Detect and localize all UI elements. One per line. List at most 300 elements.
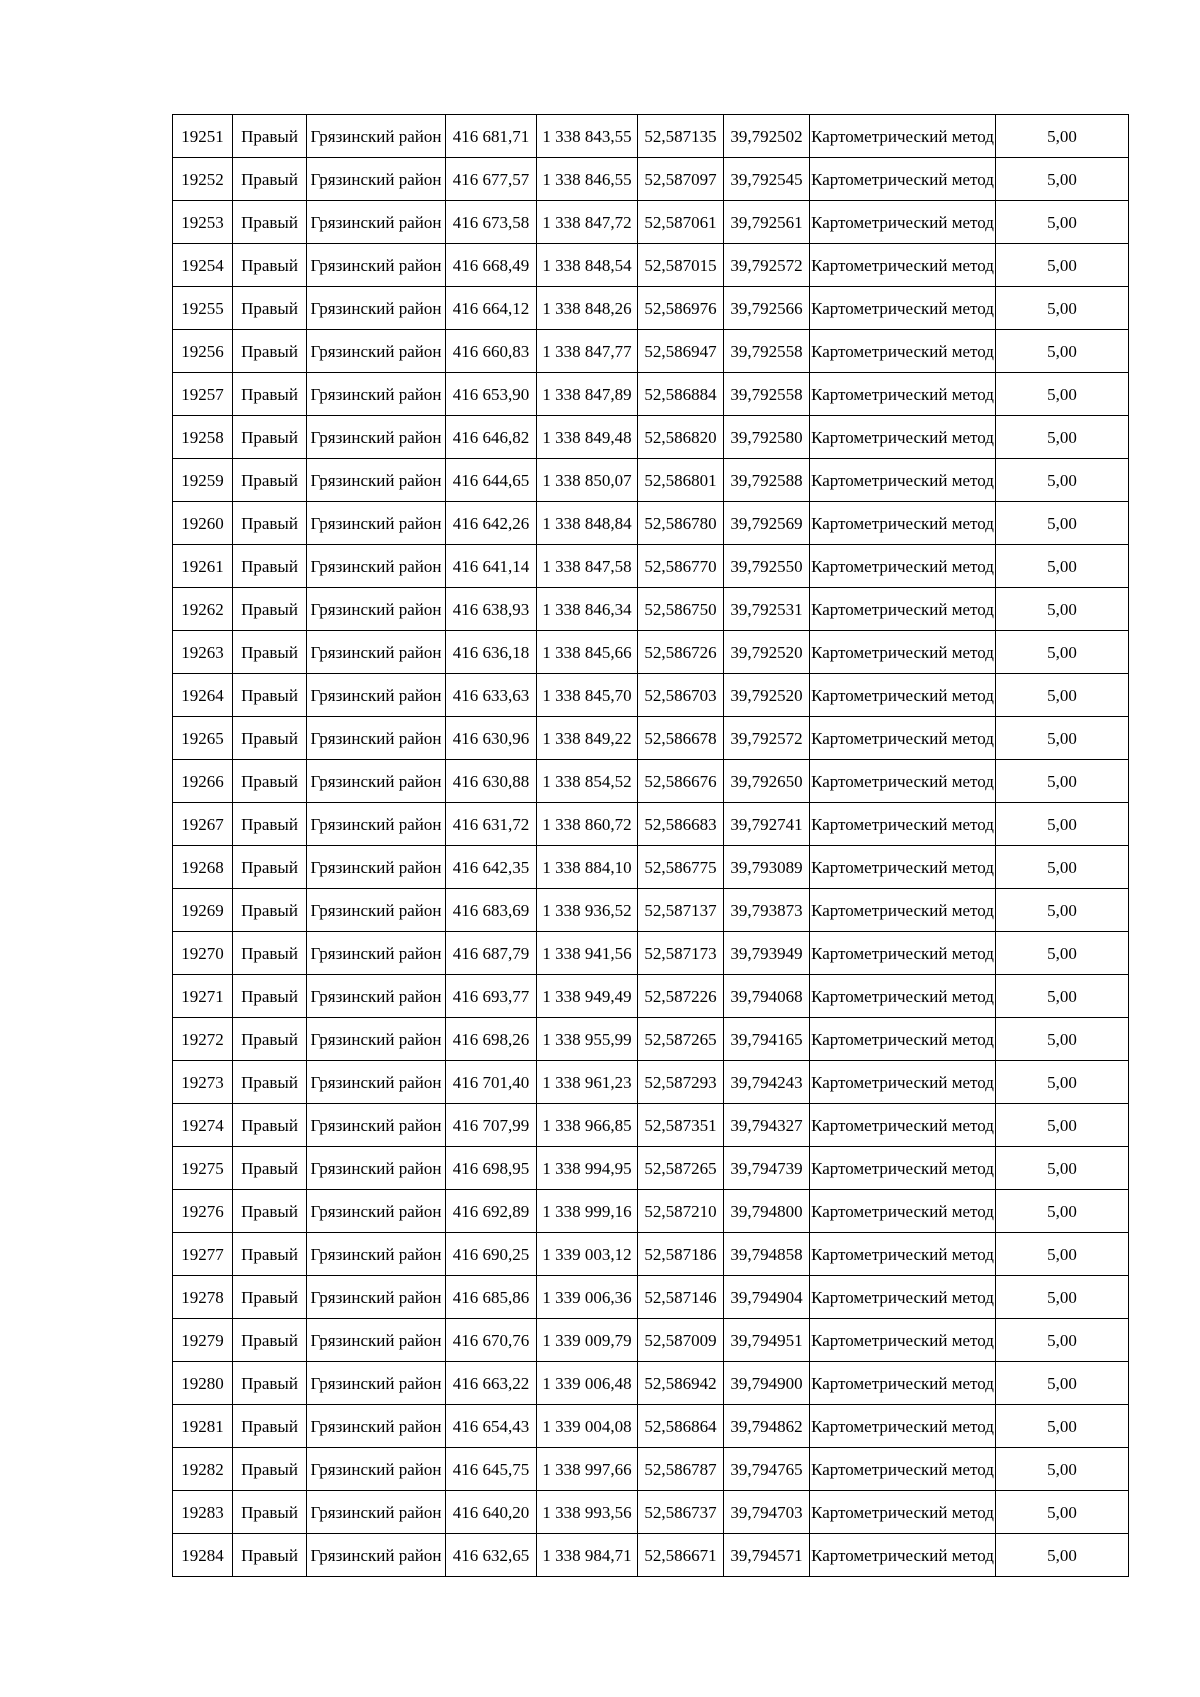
accuracy-cell: 5,00 [996,1319,1129,1362]
accuracy-cell: 5,00 [996,1190,1129,1233]
table-row [173,588,1129,631]
y-coordinate-cell: 1 338 843,55 [537,115,638,158]
district-cell: Грязинский район [307,1405,446,1448]
latitude-cell: 52,587293 [638,1061,724,1104]
bank-side-cell: Правый [233,717,307,760]
latitude-cell: 52,586976 [638,287,724,330]
latitude-cell: 52,586726 [638,631,724,674]
accuracy-cell: 5,00 [996,201,1129,244]
longitude-cell: 39,794165 [724,1018,810,1061]
latitude-cell: 52,586678 [638,717,724,760]
point-number-cell: 19270 [173,932,233,975]
bank-side-cell: Правый [233,416,307,459]
bank-side-cell: Правый [233,287,307,330]
longitude-cell: 39,794739 [724,1147,810,1190]
latitude-cell: 52,587137 [638,889,724,932]
table-row [173,760,1129,803]
x-coordinate-cell: 416 698,26 [446,1018,537,1061]
x-coordinate-cell: 416 642,26 [446,502,537,545]
method-cell: Картометрический метод [810,1061,996,1104]
district-cell: Грязинский район [307,201,446,244]
longitude-cell: 39,794951 [724,1319,810,1362]
point-number-cell: 19272 [173,1018,233,1061]
bank-side-cell: Правый [233,674,307,717]
x-coordinate-cell: 416 633,63 [446,674,537,717]
accuracy-cell: 5,00 [996,115,1129,158]
point-number-cell: 19251 [173,115,233,158]
longitude-cell: 39,792741 [724,803,810,846]
method-cell: Картометрический метод [810,373,996,416]
x-coordinate-cell: 416 693,77 [446,975,537,1018]
longitude-cell: 39,793873 [724,889,810,932]
table-row [173,717,1129,760]
table-row [173,803,1129,846]
y-coordinate-cell: 1 339 006,36 [537,1276,638,1319]
point-number-cell: 19263 [173,631,233,674]
bank-side-cell: Правый [233,158,307,201]
accuracy-cell: 5,00 [996,932,1129,975]
method-cell: Картометрический метод [810,1233,996,1276]
latitude-cell: 52,586671 [638,1534,724,1577]
table-row [173,1276,1129,1319]
x-coordinate-cell: 416 670,76 [446,1319,537,1362]
point-number-cell: 19255 [173,287,233,330]
point-number-cell: 19253 [173,201,233,244]
table-row [173,1104,1129,1147]
accuracy-cell: 5,00 [996,416,1129,459]
district-cell: Грязинский район [307,502,446,545]
bank-side-cell: Правый [233,1018,307,1061]
latitude-cell: 52,587265 [638,1147,724,1190]
accuracy-cell: 5,00 [996,889,1129,932]
x-coordinate-cell: 416 636,18 [446,631,537,674]
district-cell: Грязинский район [307,373,446,416]
method-cell: Картометрический метод [810,588,996,631]
longitude-cell: 39,794858 [724,1233,810,1276]
x-coordinate-cell: 416 632,65 [446,1534,537,1577]
table-row [173,1190,1129,1233]
x-coordinate-cell: 416 692,89 [446,1190,537,1233]
table-row [173,330,1129,373]
bank-side-cell: Правый [233,244,307,287]
method-cell: Картометрический метод [810,889,996,932]
latitude-cell: 52,587146 [638,1276,724,1319]
accuracy-cell: 5,00 [996,760,1129,803]
point-number-cell: 19273 [173,1061,233,1104]
latitude-cell: 52,586676 [638,760,724,803]
accuracy-cell: 5,00 [996,158,1129,201]
latitude-cell: 52,587210 [638,1190,724,1233]
bank-side-cell: Правый [233,1491,307,1534]
point-number-cell: 19260 [173,502,233,545]
table-row [173,1018,1129,1061]
y-coordinate-cell: 1 338 848,54 [537,244,638,287]
table-row [173,1534,1129,1577]
x-coordinate-cell: 416 630,96 [446,717,537,760]
x-coordinate-cell: 416 673,58 [446,201,537,244]
point-number-cell: 19266 [173,760,233,803]
point-number-cell: 19282 [173,1448,233,1491]
x-coordinate-cell: 416 646,82 [446,416,537,459]
method-cell: Картометрический метод [810,1276,996,1319]
table-row [173,674,1129,717]
accuracy-cell: 5,00 [996,717,1129,760]
method-cell: Картометрический метод [810,760,996,803]
latitude-cell: 52,586864 [638,1405,724,1448]
y-coordinate-cell: 1 338 860,72 [537,803,638,846]
method-cell: Картометрический метод [810,502,996,545]
y-coordinate-cell: 1 338 847,58 [537,545,638,588]
longitude-cell: 39,793949 [724,932,810,975]
bank-side-cell: Правый [233,846,307,889]
district-cell: Грязинский район [307,416,446,459]
table-row [173,975,1129,1018]
longitude-cell: 39,792561 [724,201,810,244]
bank-side-cell: Правый [233,1405,307,1448]
longitude-cell: 39,792502 [724,115,810,158]
latitude-cell: 52,586683 [638,803,724,846]
point-number-cell: 19276 [173,1190,233,1233]
table-row [173,459,1129,502]
point-number-cell: 19280 [173,1362,233,1405]
district-cell: Грязинский район [307,1147,446,1190]
x-coordinate-cell: 416 690,25 [446,1233,537,1276]
method-cell: Картометрический метод [810,459,996,502]
district-cell: Грязинский район [307,1362,446,1405]
x-coordinate-cell: 416 668,49 [446,244,537,287]
latitude-cell: 52,586770 [638,545,724,588]
district-cell: Грязинский район [307,1491,446,1534]
x-coordinate-cell: 416 642,35 [446,846,537,889]
district-cell: Грязинский район [307,330,446,373]
bank-side-cell: Правый [233,1147,307,1190]
table-row [173,502,1129,545]
table-row [173,244,1129,287]
district-cell: Грязинский район [307,158,446,201]
x-coordinate-cell: 416 644,65 [446,459,537,502]
point-number-cell: 19257 [173,373,233,416]
longitude-cell: 39,794900 [724,1362,810,1405]
longitude-cell: 39,792650 [724,760,810,803]
method-cell: Картометрический метод [810,1190,996,1233]
accuracy-cell: 5,00 [996,373,1129,416]
bank-side-cell: Правый [233,631,307,674]
accuracy-cell: 5,00 [996,502,1129,545]
district-cell: Грязинский район [307,588,446,631]
district-cell: Грязинский район [307,1319,446,1362]
table-row [173,631,1129,674]
point-number-cell: 19258 [173,416,233,459]
latitude-cell: 52,586780 [638,502,724,545]
district-cell: Грязинский район [307,1448,446,1491]
x-coordinate-cell: 416 683,69 [446,889,537,932]
method-cell: Картометрический метод [810,717,996,760]
bank-side-cell: Правый [233,1534,307,1577]
x-coordinate-cell: 416 681,71 [446,115,537,158]
x-coordinate-cell: 416 701,40 [446,1061,537,1104]
method-cell: Картометрический метод [810,803,996,846]
table-row [173,846,1129,889]
y-coordinate-cell: 1 339 003,12 [537,1233,638,1276]
x-coordinate-cell: 416 685,86 [446,1276,537,1319]
y-coordinate-cell: 1 338 984,71 [537,1534,638,1577]
latitude-cell: 52,586947 [638,330,724,373]
accuracy-cell: 5,00 [996,1405,1129,1448]
accuracy-cell: 5,00 [996,545,1129,588]
bank-side-cell: Правый [233,373,307,416]
latitude-cell: 52,587186 [638,1233,724,1276]
bank-side-cell: Правый [233,1233,307,1276]
accuracy-cell: 5,00 [996,1534,1129,1577]
table-row [173,1491,1129,1534]
district-cell: Грязинский район [307,846,446,889]
method-cell: Картометрический метод [810,1362,996,1405]
x-coordinate-cell: 416 645,75 [446,1448,537,1491]
point-number-cell: 19278 [173,1276,233,1319]
accuracy-cell: 5,00 [996,674,1129,717]
y-coordinate-cell: 1 338 849,22 [537,717,638,760]
district-cell: Грязинский район [307,115,446,158]
district-cell: Грязинский район [307,1233,446,1276]
bank-side-cell: Правый [233,1448,307,1491]
point-number-cell: 19274 [173,1104,233,1147]
x-coordinate-cell: 416 698,95 [446,1147,537,1190]
longitude-cell: 39,793089 [724,846,810,889]
method-cell: Картометрический метод [810,674,996,717]
method-cell: Картометрический метод [810,287,996,330]
point-number-cell: 19267 [173,803,233,846]
method-cell: Картометрический метод [810,158,996,201]
longitude-cell: 39,794904 [724,1276,810,1319]
latitude-cell: 52,587009 [638,1319,724,1362]
district-cell: Грязинский район [307,1104,446,1147]
method-cell: Картометрический метод [810,1534,996,1577]
x-coordinate-cell: 416 660,83 [446,330,537,373]
x-coordinate-cell: 416 630,88 [446,760,537,803]
longitude-cell: 39,792569 [724,502,810,545]
point-number-cell: 19262 [173,588,233,631]
longitude-cell: 39,792572 [724,244,810,287]
bank-side-cell: Правый [233,1319,307,1362]
x-coordinate-cell: 416 677,57 [446,158,537,201]
district-cell: Грязинский район [307,1018,446,1061]
latitude-cell: 52,587015 [638,244,724,287]
bank-side-cell: Правый [233,932,307,975]
x-coordinate-cell: 416 640,20 [446,1491,537,1534]
accuracy-cell: 5,00 [996,588,1129,631]
latitude-cell: 52,586775 [638,846,724,889]
bank-side-cell: Правый [233,545,307,588]
latitude-cell: 52,586820 [638,416,724,459]
accuracy-cell: 5,00 [996,631,1129,674]
district-cell: Грязинский район [307,717,446,760]
table-row [173,373,1129,416]
bank-side-cell: Правый [233,1190,307,1233]
y-coordinate-cell: 1 338 936,52 [537,889,638,932]
district-cell: Грязинский район [307,674,446,717]
district-cell: Грязинский район [307,1534,446,1577]
accuracy-cell: 5,00 [996,459,1129,502]
table-row [173,158,1129,201]
method-cell: Картометрический метод [810,631,996,674]
method-cell: Картометрический метод [810,115,996,158]
latitude-cell: 52,586737 [638,1491,724,1534]
accuracy-cell: 5,00 [996,1104,1129,1147]
table-row [173,1233,1129,1276]
longitude-cell: 39,792558 [724,373,810,416]
point-number-cell: 19271 [173,975,233,1018]
district-cell: Грязинский район [307,932,446,975]
method-cell: Картометрический метод [810,846,996,889]
latitude-cell: 52,586703 [638,674,724,717]
y-coordinate-cell: 1 338 846,34 [537,588,638,631]
y-coordinate-cell: 1 338 845,66 [537,631,638,674]
table-row [173,1147,1129,1190]
y-coordinate-cell: 1 338 846,55 [537,158,638,201]
y-coordinate-cell: 1 338 993,56 [537,1491,638,1534]
accuracy-cell: 5,00 [996,287,1129,330]
latitude-cell: 52,587097 [638,158,724,201]
table-row [173,287,1129,330]
y-coordinate-cell: 1 338 961,23 [537,1061,638,1104]
district-cell: Грязинский район [307,287,446,330]
y-coordinate-cell: 1 338 941,56 [537,932,638,975]
method-cell: Картометрический метод [810,1104,996,1147]
point-number-cell: 19281 [173,1405,233,1448]
method-cell: Картометрический метод [810,244,996,287]
y-coordinate-cell: 1 338 884,10 [537,846,638,889]
y-coordinate-cell: 1 338 850,07 [537,459,638,502]
table-row [173,115,1129,158]
longitude-cell: 39,792558 [724,330,810,373]
longitude-cell: 39,792588 [724,459,810,502]
latitude-cell: 52,586787 [638,1448,724,1491]
bank-side-cell: Правый [233,1362,307,1405]
latitude-cell: 52,586942 [638,1362,724,1405]
y-coordinate-cell: 1 338 997,66 [537,1448,638,1491]
y-coordinate-cell: 1 338 955,99 [537,1018,638,1061]
bank-side-cell: Правый [233,1276,307,1319]
longitude-cell: 39,794571 [724,1534,810,1577]
accuracy-cell: 5,00 [996,1276,1129,1319]
latitude-cell: 52,587226 [638,975,724,1018]
latitude-cell: 52,587351 [638,1104,724,1147]
district-cell: Грязинский район [307,760,446,803]
point-number-cell: 19268 [173,846,233,889]
table-row [173,889,1129,932]
bank-side-cell: Правый [233,115,307,158]
bank-side-cell: Правый [233,588,307,631]
point-number-cell: 19264 [173,674,233,717]
x-coordinate-cell: 416 687,79 [446,932,537,975]
bank-side-cell: Правый [233,1061,307,1104]
table-body [173,115,1129,1577]
y-coordinate-cell: 1 338 848,26 [537,287,638,330]
method-cell: Картометрический метод [810,330,996,373]
table-row [173,1319,1129,1362]
longitude-cell: 39,792531 [724,588,810,631]
longitude-cell: 39,792566 [724,287,810,330]
y-coordinate-cell: 1 339 006,48 [537,1362,638,1405]
method-cell: Картометрический метод [810,1147,996,1190]
accuracy-cell: 5,00 [996,1491,1129,1534]
latitude-cell: 52,586884 [638,373,724,416]
district-cell: Грязинский район [307,459,446,502]
bank-side-cell: Правый [233,1104,307,1147]
x-coordinate-cell: 416 654,43 [446,1405,537,1448]
point-number-cell: 19256 [173,330,233,373]
x-coordinate-cell: 416 653,90 [446,373,537,416]
x-coordinate-cell: 416 664,12 [446,287,537,330]
point-number-cell: 19269 [173,889,233,932]
point-number-cell: 19277 [173,1233,233,1276]
table-row [173,1061,1129,1104]
district-cell: Грязинский район [307,545,446,588]
table-row [173,1362,1129,1405]
y-coordinate-cell: 1 338 999,16 [537,1190,638,1233]
x-coordinate-cell: 416 663,22 [446,1362,537,1405]
accuracy-cell: 5,00 [996,1233,1129,1276]
bank-side-cell: Правый [233,889,307,932]
method-cell: Картометрический метод [810,1319,996,1362]
longitude-cell: 39,794327 [724,1104,810,1147]
table-row [173,1448,1129,1491]
method-cell: Картометрический метод [810,1405,996,1448]
table-row [173,1405,1129,1448]
accuracy-cell: 5,00 [996,1147,1129,1190]
y-coordinate-cell: 1 338 847,77 [537,330,638,373]
bank-side-cell: Правый [233,803,307,846]
longitude-cell: 39,794800 [724,1190,810,1233]
bank-side-cell: Правый [233,502,307,545]
accuracy-cell: 5,00 [996,330,1129,373]
method-cell: Картометрический метод [810,416,996,459]
table-row [173,201,1129,244]
table-row [173,416,1129,459]
y-coordinate-cell: 1 338 966,85 [537,1104,638,1147]
x-coordinate-cell: 416 641,14 [446,545,537,588]
point-number-cell: 19275 [173,1147,233,1190]
longitude-cell: 39,792572 [724,717,810,760]
latitude-cell: 52,587135 [638,115,724,158]
accuracy-cell: 5,00 [996,244,1129,287]
coordinates-table [172,114,1129,1577]
accuracy-cell: 5,00 [996,1061,1129,1104]
bank-side-cell: Правый [233,459,307,502]
accuracy-cell: 5,00 [996,1448,1129,1491]
bank-side-cell: Правый [233,330,307,373]
method-cell: Картометрический метод [810,1018,996,1061]
longitude-cell: 39,792550 [724,545,810,588]
accuracy-cell: 5,00 [996,1018,1129,1061]
accuracy-cell: 5,00 [996,803,1129,846]
y-coordinate-cell: 1 338 845,70 [537,674,638,717]
district-cell: Грязинский район [307,631,446,674]
y-coordinate-cell: 1 339 004,08 [537,1405,638,1448]
point-number-cell: 19261 [173,545,233,588]
point-number-cell: 19284 [173,1534,233,1577]
y-coordinate-cell: 1 338 847,72 [537,201,638,244]
longitude-cell: 39,794862 [724,1405,810,1448]
latitude-cell: 52,587061 [638,201,724,244]
district-cell: Грязинский район [307,975,446,1018]
accuracy-cell: 5,00 [996,846,1129,889]
longitude-cell: 39,794243 [724,1061,810,1104]
y-coordinate-cell: 1 338 854,52 [537,760,638,803]
district-cell: Грязинский район [307,1276,446,1319]
x-coordinate-cell: 416 638,93 [446,588,537,631]
y-coordinate-cell: 1 339 009,79 [537,1319,638,1362]
